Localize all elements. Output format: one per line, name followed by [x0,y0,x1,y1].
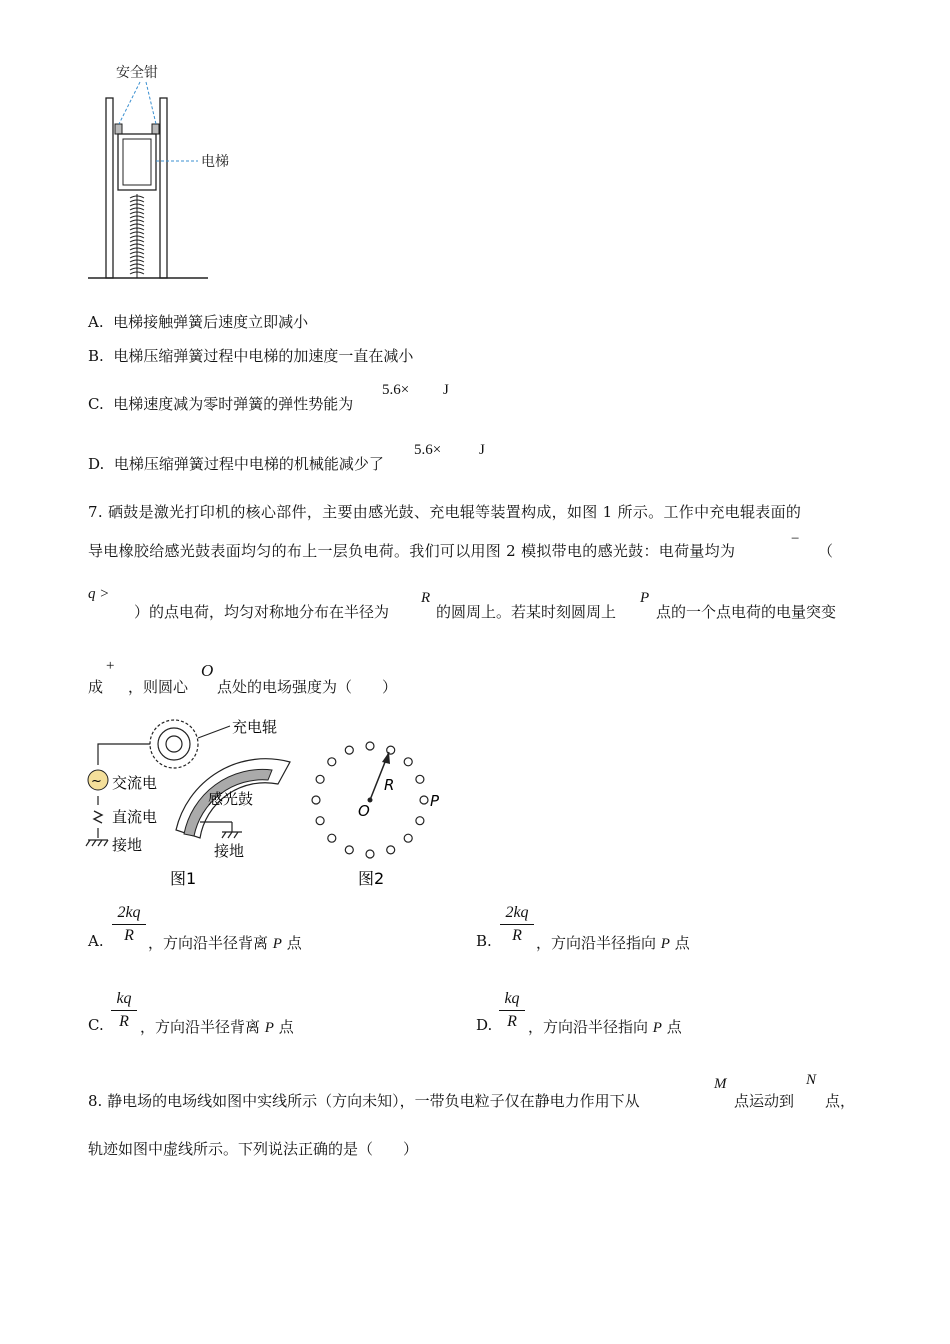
point-charge [416,775,424,783]
figure-2-caption: 图2 [358,869,385,888]
option-text: 电梯速度减为零时弹簧的弹性势能为 [113,395,354,413]
denominator: R [124,927,134,944]
q6-option-a [88,311,308,332]
q7-O-symbol: O [201,661,214,680]
q7-line4-c: 点处的电场强度为（ ） [217,678,398,696]
q7-option-b-letter: B. [476,932,492,950]
option-text: ，方向沿半径背离 [140,1018,261,1036]
figure-1-caption: 图1 [170,869,197,888]
point-charge [366,850,374,858]
q7-option-d-fraction [499,990,525,1031]
point-charge [345,846,353,854]
option-tail: 点 [666,1018,682,1036]
roller-label: 充电辊 [232,718,278,736]
q7-option-d-letter: D. [476,1016,493,1034]
shaft-wall-right [160,98,167,278]
q7-line1: 7. 硒鼓是激光打印机的核心部件，主要由感光鼓、充电辊等装置构成，如图 1 所示。工作中充电辊表面的 [88,503,802,521]
option-letter: A. [88,313,104,331]
radius-label: R [384,776,395,794]
point-charge [328,758,336,766]
q7-minus-sign: − [791,531,800,547]
q7-option-a-fraction [112,904,146,945]
clamp-label: 安全钳 [116,65,158,81]
spring [130,194,144,278]
denominator: R [119,1013,129,1030]
point-symbol: P [272,936,282,952]
q6-option-d [88,453,384,474]
q7-line4-b: ，则圆心 [128,678,189,696]
q8-line2: 轨迹如图中虚线所示。下列说法正确的是（ ） [88,1140,419,1158]
option-tail: 点 [286,934,302,952]
option-text: 电梯压缩弹簧过程中电梯的机械能减少了 [113,455,384,473]
dc-source-icon [94,811,102,823]
option-text: 电梯压缩弹簧过程中电梯的加速度一直在减小 [113,347,414,365]
point-charge [345,746,353,754]
q8-line1-c: 点， [825,1092,856,1110]
option-tail: 点 [674,934,690,952]
option-text: ，方向沿半径指向 [528,1018,649,1036]
dc-label: 直流电 [112,808,158,826]
option-tail: 点 [278,1018,294,1036]
q7-option-b-text [536,932,690,953]
option-text: 电梯接触弹簧后速度立即减小 [113,313,309,331]
numerator: 2kq [505,904,529,921]
point-charge [404,834,412,842]
q7-line4-a: 成 [88,678,104,696]
q7-option-c-fraction [111,990,137,1031]
q6-c-unit: J [443,382,449,398]
q8-line1-b: 点运动到 [734,1092,795,1110]
q7-line3-a: ）的点电荷，均匀对称地分布在半径为 [134,603,390,621]
point-charge [416,817,424,825]
svg-text:~: ~ [91,774,102,789]
drum-label: 感光鼓 [208,790,254,808]
q7-line3-b: 的圆周上。若某时刻圆周上 [436,603,617,621]
q7-option-c-text [140,1016,294,1037]
q6-d-unit: J [479,442,485,458]
point-symbol: P [660,936,670,952]
q7-option-b-fraction [500,904,534,945]
ground-icon [86,840,108,846]
option-letter: C. [88,395,104,413]
point-charge [328,834,336,842]
q7-option-a-text [148,932,302,953]
numerator: kq [504,990,520,1007]
figure-2-charge-ring [300,730,450,895]
point-charge [312,796,320,804]
point-charge [387,846,395,854]
point-p-label: P [430,792,440,810]
option-text: ，方向沿半径背离 [148,934,269,952]
elevator-figure [80,62,260,287]
q6-c-value: 5.6× [382,382,410,398]
point-symbol: P [264,1020,274,1036]
q7-open-paren: （ [818,542,834,560]
q7-line3-c: 点的一个点电荷的电量突变 [656,603,837,621]
q8-N-symbol: N [806,1072,817,1088]
option-letter: D. [88,455,105,473]
option-text: ，方向沿半径指向 [536,934,657,952]
numerator: kq [116,990,132,1007]
figure-1-drum [82,710,302,895]
point-charge [366,742,374,750]
q7-P-symbol: P [640,590,650,606]
q7-plus-sign: + [106,658,115,674]
denominator: R [507,1013,517,1030]
q7-condition: q > [88,586,110,602]
point-charge [316,817,324,825]
point-charge [404,758,412,766]
ac-label: 交流电 [112,774,158,792]
numerator: 2kq [117,904,141,921]
denominator: R [512,927,522,944]
point-symbol: P [652,1020,662,1036]
point-charge [316,775,324,783]
q6-option-c [88,393,353,414]
ground2-label: 接地 [214,842,245,860]
elevator-label: 电梯 [201,154,229,170]
q7-option-d-text [528,1016,682,1037]
shaft-wall-left [106,98,113,278]
q6-d-value: 5.6× [414,442,442,458]
q6-option-b [88,345,413,366]
elevator-car [118,134,156,190]
q7-option-c-letter: C. [88,1016,104,1034]
option-letter: B. [88,347,104,365]
center-label: O [358,802,370,820]
q8-line1-a: 8. 静电场的电场线如图中实线所示（方向未知），一带负电粒子仅在静电力作用下从 [88,1092,640,1110]
safety-clamp-left [115,124,122,134]
point-charge [420,796,428,804]
safety-clamp-right [152,124,159,134]
q8-M-symbol: M [714,1076,727,1092]
ground1-label: 接地 [112,836,143,854]
q7-line2: 导电橡胶给感光鼓表面均匀的布上一层负电荷。我们可以用图 2 模拟带电的感光鼓：电荷量均为 [88,542,736,560]
q7-R-symbol: R [421,590,431,606]
q7-option-a-letter: A. [88,932,104,950]
ground-icon [222,832,242,838]
